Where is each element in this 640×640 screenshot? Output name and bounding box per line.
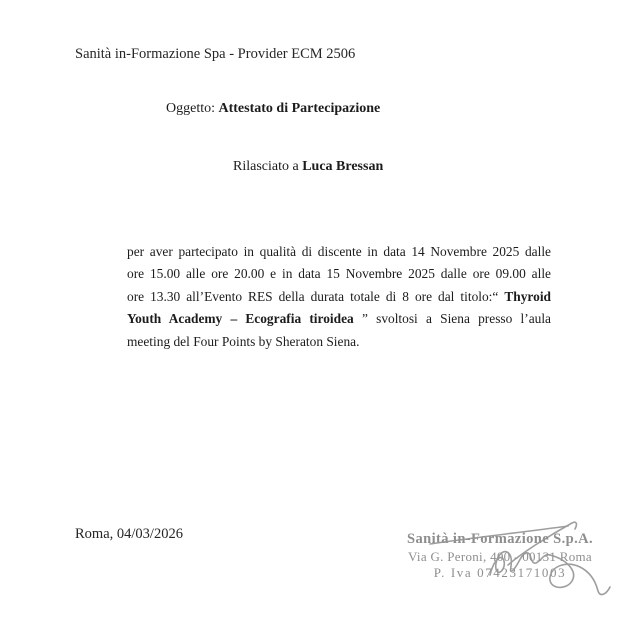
stamp-company-name: Sanità in-Formazione S.p.A.	[406, 531, 594, 547]
body-text: ” svoltosi a Siena presso l’aula	[353, 311, 552, 327]
subject-label: Oggetto:	[166, 101, 219, 116]
recipient-label: Rilasciato a	[233, 159, 303, 174]
body-text-bold: Thyroid	[504, 288, 551, 304]
body-line	[127, 241, 551, 263]
body-line	[127, 263, 551, 285]
subject-line	[166, 101, 380, 117]
body-line	[127, 308, 551, 330]
body-text-bold: Youth Academy – Ecografia tiroidea	[127, 311, 354, 327]
body-text: per aver partecipato in qualità di discente in data 14 Novembre 2025 dalle	[127, 244, 551, 259]
body-line	[127, 286, 551, 308]
body-text: meeting del Four Points by Sheraton Siena.	[127, 333, 360, 349]
stamp-vat-number: P. Iva 07423171003	[433, 565, 567, 581]
recipient-name: Luca Bressan	[302, 159, 384, 174]
body-text: ore 13.30 all’Evento RES della durata totale di 8 ore dal titolo:“	[127, 288, 505, 304]
body-text: ore 15.00 alle ore 20.00 e in data 15 Novembre 2025 dalle ore 09.00 alle	[127, 266, 551, 282]
subject-value: Attestato di Partecipazione	[218, 101, 381, 116]
provider-header: Sanità in-Formazione Spa - Provider ECM 2506	[75, 46, 356, 62]
company-stamp	[393, 530, 607, 582]
place-date-line: Roma, 04/03/2026	[75, 526, 183, 542]
stamp-address: Via G. Peroni, 400 - 00131 Roma	[408, 548, 592, 564]
body-paragraph	[127, 241, 551, 353]
body-line	[127, 331, 551, 353]
recipient-line	[233, 159, 383, 175]
